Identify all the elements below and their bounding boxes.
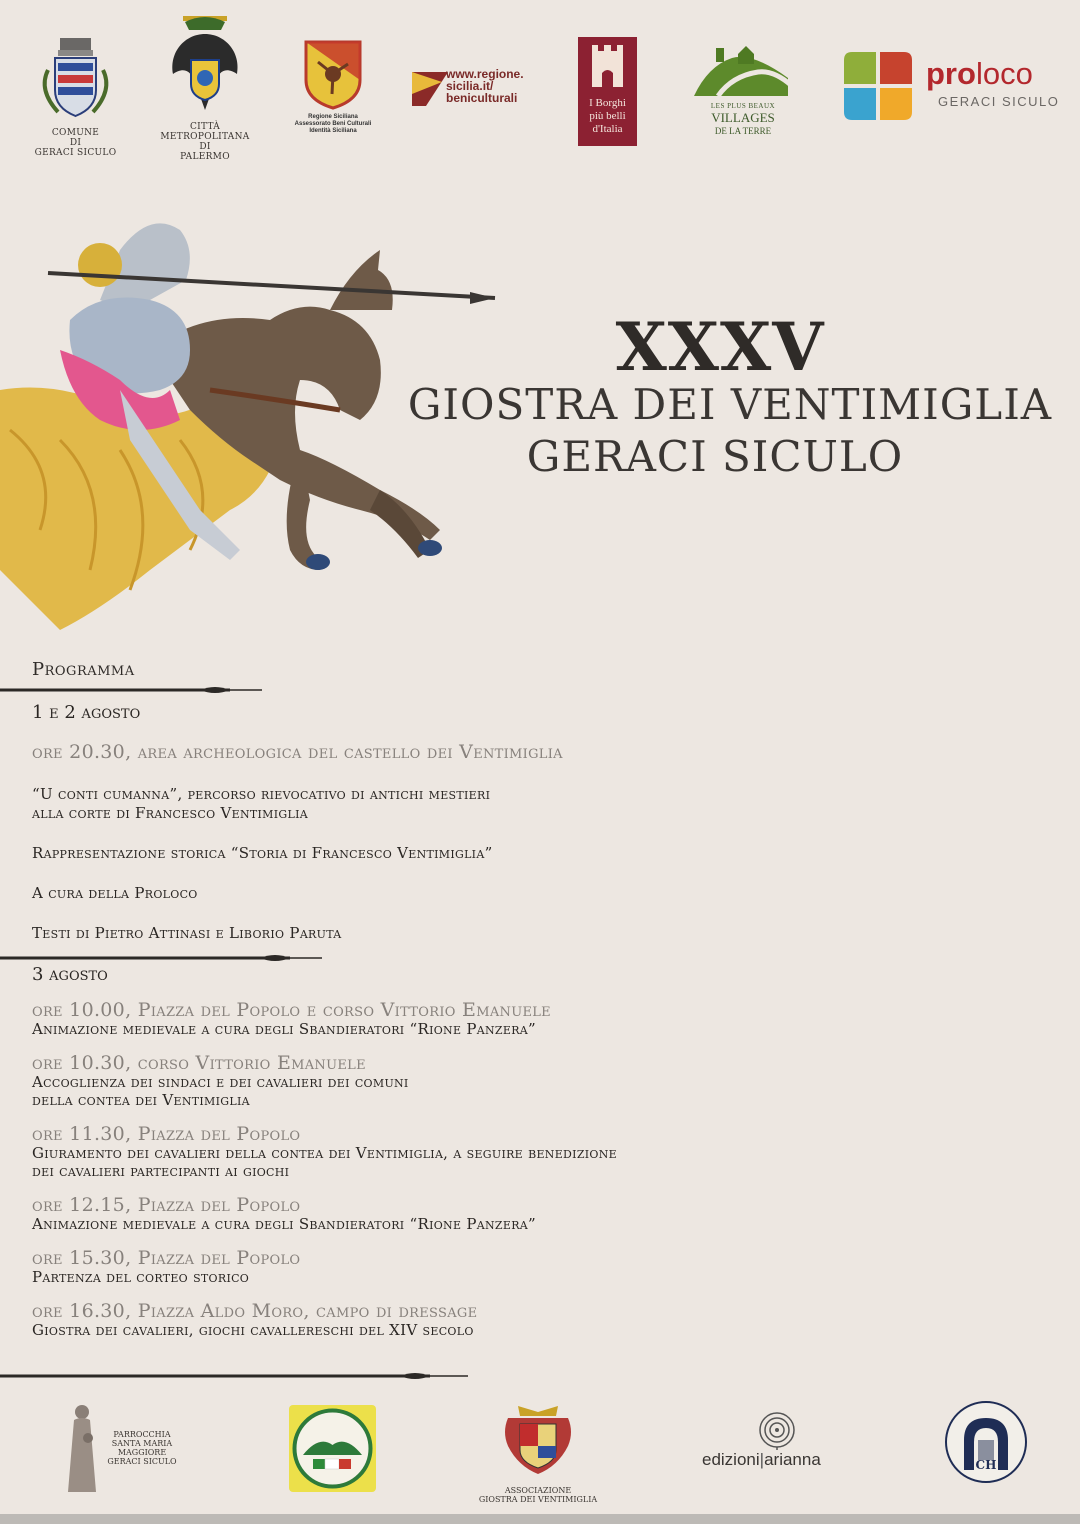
event-2-desc: Accoglienza dei sindaci e dei cavalieri dei comuni [32, 1073, 409, 1091]
logo-regione-siciliana [290, 40, 376, 140]
parrocchia-line4: GERACI SICULO [107, 1457, 177, 1466]
eagle-crest-icon [155, 12, 255, 116]
proloco-sub: GERACI SICULO [938, 94, 1060, 109]
triangle-flag-icon [412, 72, 448, 106]
borghi-line1: I Borghi [589, 97, 626, 109]
event-4-desc: Animazione medievale a cura degli Sbandieratori “Rione Panzera” [32, 1215, 536, 1233]
citta-line3: DI [199, 142, 211, 152]
logo-edizioni-arianna: edizioni|arianna [702, 1410, 852, 1490]
day1-desc1a: “U conti cumanna”, percorso rievocativo di antichi mestieri [32, 785, 491, 803]
event-1-time: ore 10.00, Piazza del Popolo e corso Vittorio Emanuele [32, 999, 551, 1021]
url-line3: beniculturali [446, 91, 518, 105]
event-4-time: ore 12.15, Piazza del Popolo [32, 1194, 301, 1216]
lance-divider [0, 684, 265, 696]
coat-of-arms-icon [28, 30, 123, 122]
edizioni-right: arianna [764, 1450, 821, 1469]
citta-line2: METROPOLITANA [160, 132, 250, 142]
tower-icon [578, 37, 637, 93]
event-2-desc: della contea dei Ventimiglia [32, 1091, 250, 1109]
logo-protezione-civile [289, 1405, 376, 1492]
day1-desc2: Rappresentazione storica “Storia di Francesco Ventimiglia” [32, 844, 493, 862]
url-line2: sicilia.it/ [446, 79, 494, 93]
event-5-desc: Partenza del corteo storico [32, 1268, 250, 1286]
bottom-strip [0, 1514, 1080, 1524]
logo-parrocchia [62, 1402, 182, 1498]
logo-proloco [842, 50, 1060, 124]
event-3-desc: dei cavalieri partecipanti ai giochi [32, 1162, 290, 1180]
proloco-pro: pro [926, 56, 976, 91]
citta-line4: PALERMO [180, 152, 230, 162]
comune-line2: DI [69, 138, 82, 148]
madonna-statue-icon [62, 1402, 102, 1496]
logo-citta-metropolitana [155, 12, 255, 162]
proloco-loco: loco [975, 56, 1033, 91]
trinacria-icon [290, 40, 376, 110]
cavalieri-mono: CH [975, 1458, 997, 1472]
lance-divider [0, 1370, 470, 1382]
event-5-time: ore 15.30, Piazza del Popolo [32, 1247, 301, 1269]
logo-comune-geraci [28, 30, 123, 160]
url-line1: www.regione. [446, 67, 524, 81]
event-1-desc: Animazione medievale a cura degli Sbandieratori “Rione Panzera” [32, 1020, 536, 1038]
day1-time: ore 20.30, area archeologica del castello dei Ventimiglia [32, 741, 563, 763]
event-3-time: ore 11.30, Piazza del Popolo [32, 1123, 301, 1145]
day2-date: 3 agosto [32, 964, 108, 985]
event-2-time: ore 10.30, corso Vittorio Emanuele [32, 1052, 366, 1074]
edizioni-left: edizioni [702, 1450, 760, 1469]
associazione-line2: GIOSTRA DEI VENTIMIGLIA [478, 1495, 598, 1504]
title-number: XXXV [615, 308, 825, 386]
logo-plus-beaux-villages [688, 38, 798, 138]
villages-line2: VILLAGES [711, 110, 775, 125]
spiral-icon [757, 1410, 797, 1450]
lance-divider [0, 952, 325, 964]
borghi-line2: più belli [589, 110, 626, 122]
day1-desc4: Testi di Pietro Attinasi e Liborio Paruta [32, 924, 342, 942]
day1-desc3: A cura della Proloco [32, 884, 198, 902]
associazione-line1: ASSOCIAZIONE [504, 1486, 572, 1495]
comune-line3: GERACI SICULO [34, 148, 117, 158]
regione-line1: Regione Siciliana [308, 114, 358, 120]
proloco-tiles-icon [842, 50, 914, 122]
citta-line1: CITTÀ [189, 122, 221, 132]
event-3-desc: Giuramento dei cavalieri della contea dei Ventimiglia, a seguire benedizione [32, 1144, 617, 1162]
parrocchia-line2: SANTA MARIA [111, 1439, 173, 1448]
program-heading: Programma [32, 659, 135, 680]
regione-line3: Identità Siciliana [309, 128, 357, 134]
logo-borghi-piu-belli [578, 37, 637, 146]
borghi-line3: d'Italia [592, 123, 623, 135]
villages-line1: LES PLUS BEAUX [710, 102, 776, 110]
event-6-desc: Giostra dei cavalieri, giochi cavallereschi del XIV secolo [32, 1321, 474, 1339]
ventimiglia-crest-icon [478, 1402, 598, 1478]
event-6-time: ore 16.30, Piazza Aldo Moro, campo di dressage [32, 1300, 478, 1322]
logo-beniculturali-url[interactable] [412, 68, 542, 110]
village-hill-icon [688, 38, 798, 98]
comune-line1: COMUNE [51, 128, 100, 138]
regione-line2: Assessorato Beni Culturali [294, 121, 372, 127]
civil-protection-badge-icon [289, 1405, 376, 1492]
logo-cavalieri-contea [944, 1400, 1028, 1484]
parrocchia-line3: MAGGIORE [117, 1448, 167, 1457]
title-line1: GIOSTRA DEI VENTIMIGLIA [407, 380, 1053, 429]
title-line2: GERACI SICULO [526, 432, 904, 481]
villages-line3: DE LA TERRE [714, 126, 772, 136]
logo-associazione-giostra [478, 1402, 598, 1502]
day1-date: 1 e 2 agosto [32, 702, 141, 723]
day1-desc1b: alla corte di Francesco Ventimiglia [32, 804, 308, 822]
parrocchia-line1: PARROCCHIA [113, 1430, 171, 1439]
